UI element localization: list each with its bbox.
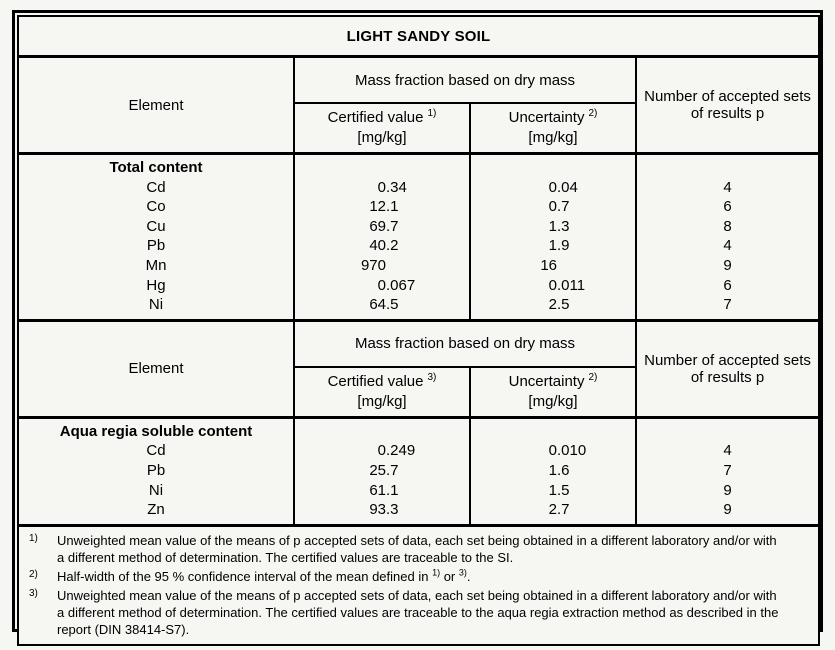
element-symbol: Cu: [146, 217, 166, 235]
footnote-text: Half-width of the 95 % confidence interval of the mean defined in $^{1)}$ or $^{3)}$.: [57, 567, 471, 584]
page-title: LIGHT SANDY SOIL: [18, 16, 819, 57]
unit-label: [mg/kg]: [357, 129, 407, 146]
certified-value: 25.7: [369, 461, 399, 479]
element-symbol: Cd: [146, 442, 166, 460]
footnotes-cell: [18, 525, 819, 645]
footnote-marker: 1): [29, 532, 38, 544]
spacer-line: [637, 158, 818, 178]
mass-fraction-header-cell: Mass fraction based on dry mass: [294, 57, 636, 104]
uncertainty-value: 0.010: [548, 442, 587, 460]
footnote-text: Unweighted mean value of the means of p accepted sets of data, each set being obtained in a different laboratory and/or with a different method of determination. The certified values are traceable to the SI.: [57, 532, 777, 565]
uncertainty-column-cell: [470, 417, 636, 525]
footnote: [25, 568, 810, 585]
uncertainty-value: 0.7: [548, 198, 570, 216]
uncertainty-value: 0.04: [548, 178, 578, 196]
total-content-section: [18, 154, 819, 321]
spacer-line: [295, 158, 469, 178]
uncertainty-label: Uncertainty: [508, 109, 585, 126]
element-symbol: Ni: [148, 296, 164, 314]
uncertainty-value: 1.3: [548, 217, 570, 235]
footnote-marker: 3): [29, 587, 38, 599]
unit-label: [mg/kg]: [528, 129, 578, 146]
certified-column-cell: [294, 417, 470, 525]
element-symbol: Ni: [148, 481, 164, 499]
certified-value: 40.2: [369, 237, 399, 255]
uncertainty-value: 1.5: [548, 481, 570, 499]
element-symbol: Pb: [146, 461, 166, 479]
title-row: [18, 16, 819, 57]
accepted-count: 7: [723, 296, 732, 314]
certified-footnote-ref: 1): [427, 108, 437, 119]
footnote-marker: 2): [29, 568, 38, 580]
uncertainty-footnote-ref: 2): [588, 371, 598, 383]
uncertainty-column-cell: [470, 154, 636, 321]
certified-header-cell: [294, 367, 470, 418]
element-symbol: Mn: [145, 256, 167, 274]
element-header-cell: Element: [18, 57, 294, 154]
footnote: [25, 532, 810, 566]
accepted-count: 4: [723, 442, 732, 460]
certified-value: 64.5: [369, 296, 399, 314]
content-group-label: Total content: [109, 159, 203, 176]
spacer-line: [295, 422, 469, 442]
footnote-inline-ref: 1): [432, 567, 441, 578]
uncertainty-header-cell: [470, 103, 636, 154]
accepted-count: 6: [723, 276, 732, 294]
certified-column-cell: [294, 154, 470, 321]
spacer-line: [471, 422, 635, 442]
accepted-count: 9: [723, 501, 732, 519]
spacer-line: [637, 422, 818, 442]
accepted-count: 9: [723, 256, 732, 274]
accepted-column-cell: [636, 417, 819, 525]
uncertainty-header-cell: [470, 367, 636, 418]
header-row-1: [18, 57, 819, 104]
uncertainty-label: Uncertainty: [508, 372, 585, 390]
accepted-count: 6: [723, 198, 732, 216]
certified-value: 0.34: [377, 178, 407, 196]
certified-value: 12.1: [369, 198, 399, 216]
footnote-text: Unweighted mean value of the means of p accepted sets of data, each set being obtained in a different laboratory and/or with a different method of determination. The certified values are traceable to the aqua regia extraction method as described in the report (DIN 38414-S7).: [57, 587, 779, 637]
uncertainty-footnote-ref: 2): [588, 108, 598, 119]
accepted-count: 7: [723, 461, 732, 479]
certified-value: 0.067: [377, 276, 416, 294]
accepted-column-cell: [636, 154, 819, 321]
certified-value: 970: [360, 256, 386, 274]
element-symbol: Hg: [146, 276, 166, 294]
aqua-regia-section: [18, 417, 819, 525]
uncertainty-value: 0.011: [548, 276, 586, 294]
accepted-count: 9: [723, 481, 732, 499]
uncertainty-value: 2.7: [548, 501, 570, 519]
certified-value: 93.3: [369, 501, 399, 519]
accepted-sets-header-cell: Number of accepted sets of results p: [636, 320, 819, 417]
accepted-count: 4: [723, 237, 732, 255]
accepted-count: 8: [723, 217, 732, 235]
element-column-cell: [18, 417, 294, 525]
certified-value: 61.1: [369, 481, 399, 499]
accepted-count: 4: [723, 178, 732, 196]
element-column-cell: [18, 154, 294, 321]
accepted-sets-header-cell: Number of accepted sets of results p: [636, 57, 819, 154]
uncertainty-value: 16: [540, 256, 557, 274]
footnote-inline-ref: 3): [458, 567, 467, 578]
certified-label: Certified value: [327, 109, 424, 126]
element-symbol: Pb: [146, 237, 166, 255]
certified-header-cell: [294, 103, 470, 154]
content-group-label: Aqua regia soluble content: [59, 422, 253, 440]
uncertainty-value: 1.9: [548, 237, 570, 255]
spacer-line: [471, 158, 635, 178]
footnote-list: [25, 532, 810, 638]
header-row-2: [18, 320, 819, 367]
element-symbol: Co: [146, 198, 166, 216]
element-header-cell: Element: [18, 320, 294, 417]
soil-certificate-table: [17, 15, 820, 646]
certified-footnote-ref: 3): [427, 371, 437, 383]
certified-value: 69.7: [369, 217, 399, 235]
footnotes-row: [18, 525, 819, 645]
uncertainty-value: 1.6: [548, 461, 570, 479]
unit-label: [mg/kg]: [357, 392, 407, 410]
document-frame: [12, 10, 823, 637]
certified-value: 0.249: [377, 442, 416, 460]
unit-label: [mg/kg]: [528, 392, 578, 410]
element-symbol: Cd: [146, 178, 166, 196]
mass-fraction-header-cell: Mass fraction based on dry mass: [294, 320, 636, 367]
certified-label: Certified value: [327, 372, 424, 390]
footnote: [25, 587, 810, 638]
element-symbol: Zn: [147, 501, 165, 519]
uncertainty-value: 2.5: [548, 296, 570, 314]
